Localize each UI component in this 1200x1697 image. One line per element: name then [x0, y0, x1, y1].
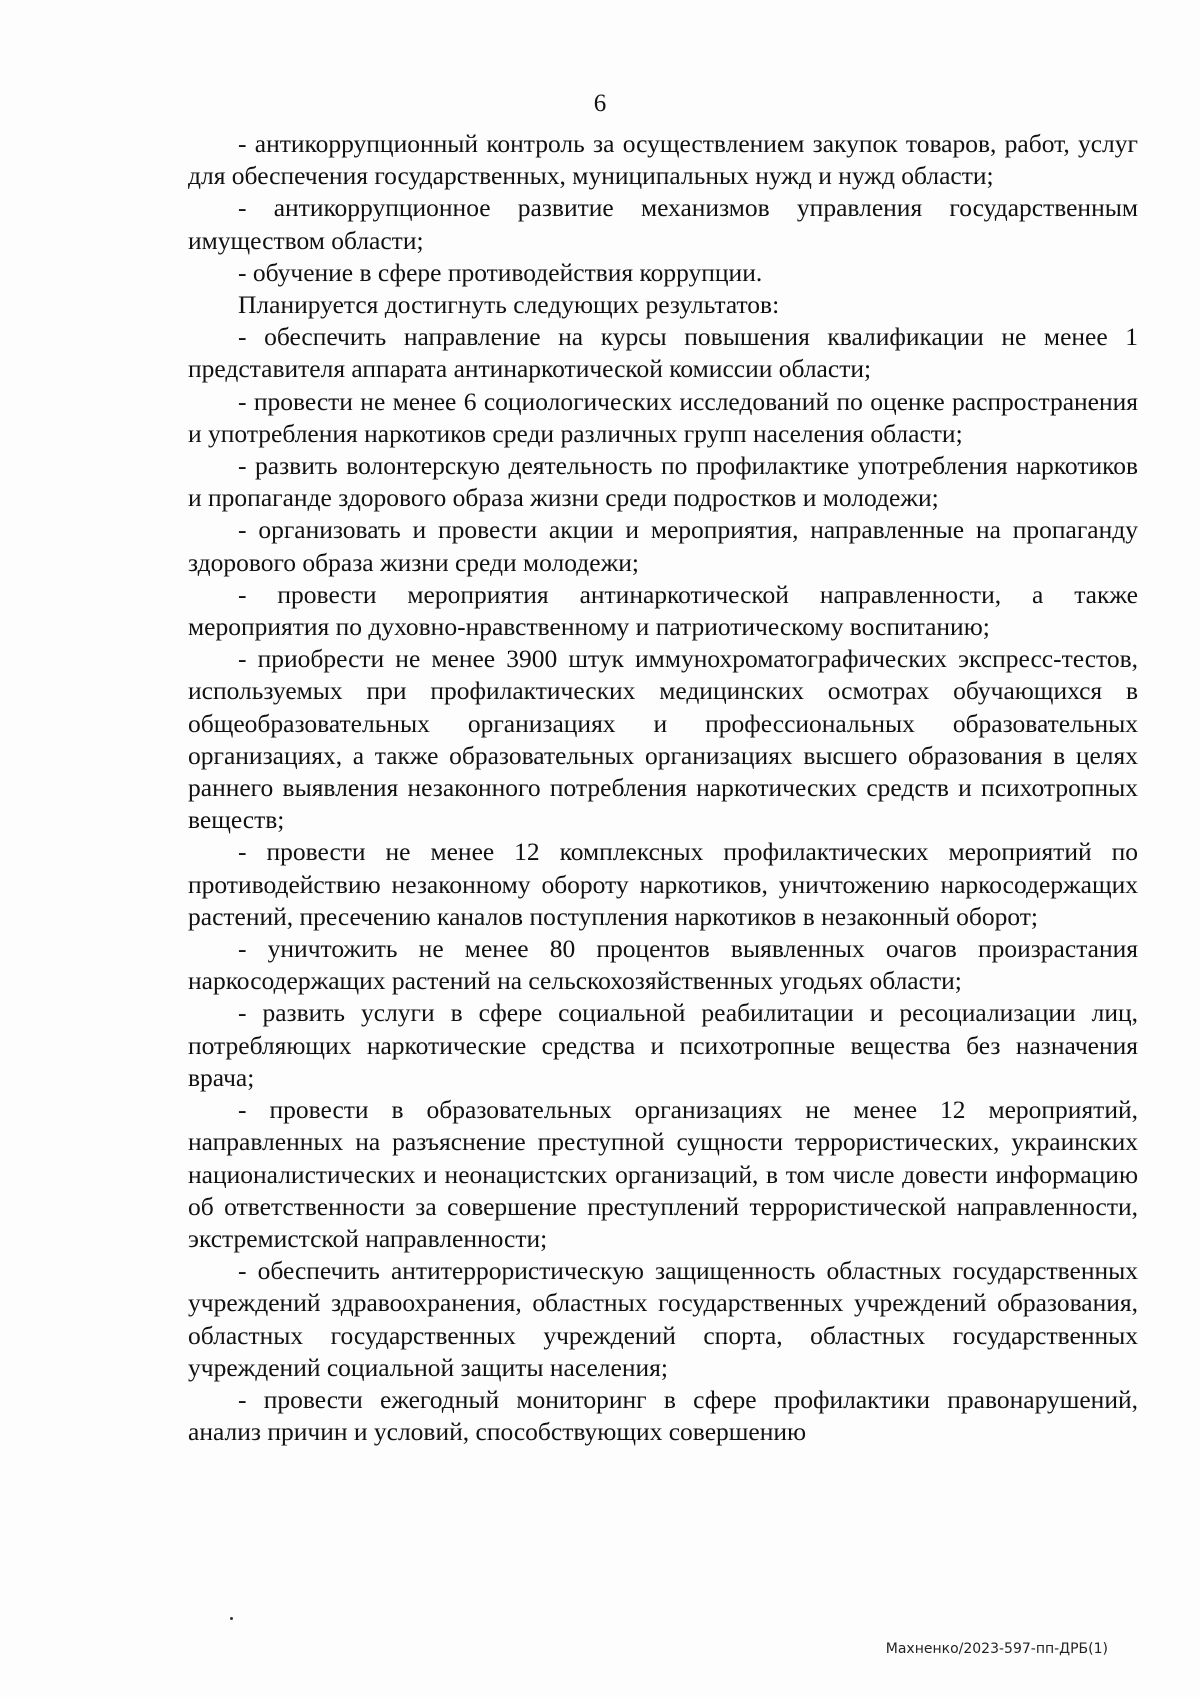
paragraph: - развить услуги в сфере социальной реабилитации и ресоциализации лиц, потребляющих наркотические средства и психотропные вещества без назначения врача;	[188, 998, 1138, 1092]
paragraph: - провести не менее 12 комплексных профилактических мероприятий по противодействию незаконному обороту наркотиков, уничтожению наркосодержащих растений, пресечению каналов поступления наркотиков в незаконный оборот;	[188, 837, 1138, 931]
document-body	[188, 128, 1138, 1448]
paragraph: - обеспечить антитеррористическую защищенность областных государственных учреждений здравоохранения, областных государственных учреждений образования, областных государственных учреждений спорта, областных государственных учреждений социальной защиты населения;	[188, 1256, 1138, 1382]
paragraph: - обеспечить направление на курсы повышения квалификации не менее 1 представителя аппарата антинаркотической комиссии области;	[188, 322, 1138, 384]
paragraph: - обучение в сфере противодействия коррупции.	[238, 257, 763, 287]
scan-speck	[230, 1617, 233, 1620]
paragraph: - провести в образовательных организациях не менее 12 мероприятий, направленных на разъяснение преступной сущности террористических, украинских националистических и неонацистских организаций, в том числе довести информацию об ответственности за совершение преступлений террористической направленности, экстремистской направленности;	[188, 1095, 1138, 1253]
page-number: 6	[593, 90, 607, 117]
paragraph: - приобрести не менее 3900 штук иммунохроматографических экспресс-тестов, используемых при профилактических медицинских осмотрах обучающихся в общеобразовательных организациях и профессиональных образовательных организациях, а также образовательных организациях высшего образования в целях раннего выявления незаконного потребления наркотических средств и психотропных веществ;	[188, 644, 1138, 835]
document-code: Махненко/2023-597-пп-ДРБ(1)	[885, 1641, 1108, 1657]
paragraph: - провести не менее 6 социологических исследований по оценке распространения и употребления наркотиков среди различных групп населения области;	[188, 386, 1138, 448]
paragraph: Планируется достигнуть следующих результатов:	[238, 290, 780, 320]
paragraph: - развить волонтерскую деятельность по профилактике употребления наркотиков и пропаганде здорового образа жизни среди подростков и молодежи;	[188, 451, 1138, 513]
paragraph: - антикоррупционный контроль за осуществлением закупок товаров, работ, услуг для обеспечения государственных, муниципальных нужд и нужд области;	[188, 129, 1138, 191]
paragraph: - провести мероприятия антинаркотической направленности, а также мероприятия по духовно-нравственному и патриотическому воспитанию;	[188, 579, 1138, 642]
paragraph: - уничтожить не менее 80 процентов выявленных очагов произрастания наркосодержащих растений на сельскохозяйственных угодьях области;	[188, 934, 1138, 996]
paragraph: - антикоррупционное развитие механизмов управления государственным имуществом области;	[188, 193, 1138, 255]
paragraph: - организовать и провести акции и мероприятия, направленные на пропаганду здорового образа жизни среди молодежи;	[188, 515, 1138, 577]
paragraph: - провести ежегодный мониторинг в сфере профилактики правонарушений, анализ причин и условий, способствующих совершению	[188, 1384, 1138, 1447]
